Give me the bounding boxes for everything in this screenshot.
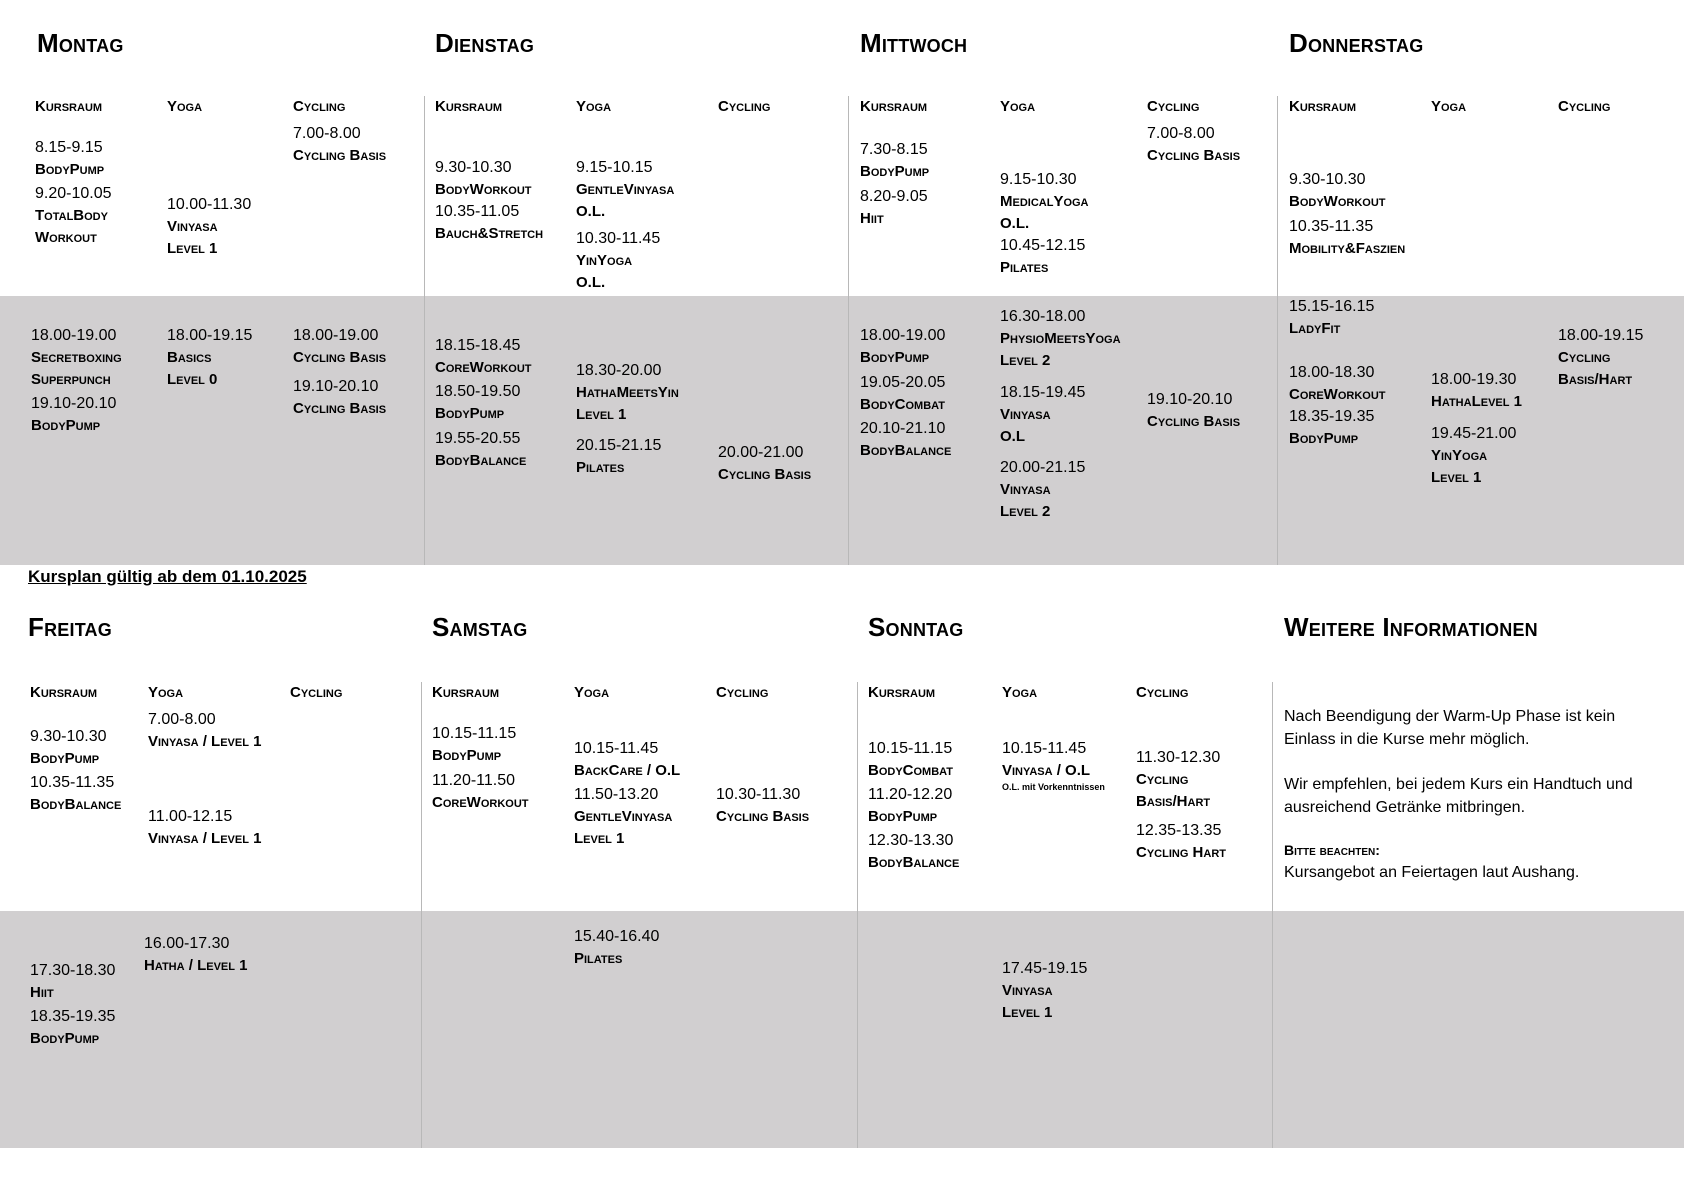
class-name: CoreWorkout bbox=[1289, 386, 1386, 403]
class-entry bbox=[432, 770, 562, 814]
info-note-label: Bitte beachten: bbox=[1284, 842, 1380, 858]
day-heading-sonntag: Sonntag bbox=[868, 612, 964, 642]
class-entry bbox=[293, 123, 423, 167]
class-name: Mobility&Faszien bbox=[1289, 240, 1406, 257]
class-entry bbox=[167, 194, 297, 260]
col-header-kursraum: Kursraum bbox=[435, 98, 503, 115]
class-name: Cycling Basis bbox=[1147, 147, 1241, 164]
class-name: BodyPump bbox=[435, 405, 505, 422]
class-entry bbox=[1002, 738, 1132, 793]
class-time: 16.30-18.00 bbox=[1000, 308, 1086, 325]
class-time: 10.35-11.35 bbox=[30, 774, 115, 791]
col-header-yoga: Yoga bbox=[576, 98, 612, 115]
class-time: 9.30-10.30 bbox=[30, 728, 107, 745]
class-entry bbox=[576, 157, 706, 223]
class-entry bbox=[1558, 325, 1673, 391]
class-entry bbox=[30, 960, 160, 1004]
class-name: BodyPump bbox=[432, 747, 502, 764]
class-entry bbox=[574, 738, 704, 782]
class-name: BodyCombat bbox=[860, 396, 946, 413]
class-time: 10.30-11.45 bbox=[576, 230, 661, 247]
class-name: GentleVinyasa Level 1 bbox=[574, 808, 673, 847]
heading-weitere-informationen: Weitere Informationen bbox=[1284, 612, 1538, 642]
class-name: BodyWorkout bbox=[1289, 193, 1386, 210]
class-entry bbox=[1000, 306, 1145, 372]
divider bbox=[1272, 682, 1273, 1148]
info-holiday-text: Kursangebot an Feiertagen laut Aushang. bbox=[1284, 864, 1580, 881]
class-name: BodyCombat bbox=[868, 762, 954, 779]
class-name: BodyPump bbox=[35, 161, 105, 178]
class-name: BodyBalance bbox=[30, 796, 122, 813]
class-entry bbox=[868, 738, 998, 782]
col-header-cycling: Cycling bbox=[290, 684, 343, 701]
class-name: Secretboxing Superpunch bbox=[31, 349, 122, 388]
class-name: Cycling Basis bbox=[718, 466, 812, 483]
class-name: YinYoga Level 1 bbox=[1431, 447, 1488, 486]
class-entry bbox=[35, 137, 165, 181]
class-name: HathaMeetsYin Level 1 bbox=[576, 384, 679, 423]
class-time: 8.20-9.05 bbox=[860, 188, 928, 205]
day-heading-donnerstag: Donnerstag bbox=[1289, 28, 1424, 58]
class-entry bbox=[30, 1006, 160, 1050]
class-name: Vinyasa Level 1 bbox=[1002, 982, 1053, 1021]
col-header-cycling: Cycling bbox=[1558, 98, 1611, 115]
class-time: 18.00-19.15 bbox=[1558, 327, 1644, 344]
class-time: 18.35-19.35 bbox=[30, 1008, 116, 1025]
col-header-yoga: Yoga bbox=[1000, 98, 1036, 115]
class-time: 10.15-11.45 bbox=[1002, 740, 1087, 757]
class-entry bbox=[860, 372, 990, 416]
col-header-kursraum: Kursraum bbox=[35, 98, 103, 115]
class-entry bbox=[167, 325, 297, 391]
class-name: PhysioMeetsYoga Level 2 bbox=[1000, 330, 1121, 369]
class-name: BodyPump bbox=[860, 349, 930, 366]
class-entry bbox=[435, 157, 565, 201]
class-time: 16.00-17.30 bbox=[144, 935, 230, 952]
class-name: Pilates bbox=[1000, 259, 1049, 276]
day-heading-freitag: Freitag bbox=[28, 612, 112, 642]
class-time: 11.30-12.30 bbox=[1136, 749, 1221, 766]
class-entry bbox=[435, 201, 565, 245]
col-header-kursraum: Kursraum bbox=[868, 684, 936, 701]
class-entry bbox=[435, 381, 565, 425]
class-entry bbox=[1431, 423, 1561, 489]
class-time: 9.15-10.15 bbox=[576, 159, 653, 176]
col-header-kursraum: Kursraum bbox=[860, 98, 928, 115]
class-name: BodyBalance bbox=[435, 452, 527, 469]
class-name: BackCare / O.L bbox=[574, 762, 681, 779]
class-name: Vinyasa Level 2 bbox=[1000, 481, 1051, 520]
divider bbox=[424, 96, 425, 565]
class-time: 8.15-9.15 bbox=[35, 139, 103, 156]
class-time: 7.00-8.00 bbox=[1147, 125, 1215, 142]
col-header-yoga: Yoga bbox=[167, 98, 203, 115]
class-name: Vinyasa Level 1 bbox=[167, 218, 218, 257]
class-entry bbox=[718, 442, 848, 486]
class-time: 19.10-20.10 bbox=[1147, 391, 1233, 408]
class-time: 9.30-10.30 bbox=[1289, 171, 1366, 188]
class-time: 20.00-21.15 bbox=[1000, 459, 1086, 476]
class-name: Cycling Basis bbox=[293, 400, 387, 417]
col-header-yoga: Yoga bbox=[1002, 684, 1038, 701]
class-name: BodyPump bbox=[31, 417, 101, 434]
class-time: 18.30-20.00 bbox=[576, 362, 662, 379]
class-entry bbox=[1002, 958, 1132, 1024]
class-name: CoreWorkout bbox=[435, 359, 532, 376]
col-header-cycling: Cycling bbox=[1147, 98, 1200, 115]
class-time: 10.00-11.30 bbox=[167, 196, 252, 213]
class-time: 10.45-12.15 bbox=[1000, 237, 1086, 254]
class-time: 18.35-19.35 bbox=[1289, 408, 1375, 425]
class-name: BodyPump bbox=[30, 750, 100, 767]
col-header-kursraum: Kursraum bbox=[30, 684, 98, 701]
col-header-yoga: Yoga bbox=[574, 684, 610, 701]
class-time: 7.30-8.15 bbox=[860, 141, 928, 158]
class-entry bbox=[144, 933, 284, 977]
divider bbox=[1277, 96, 1278, 565]
class-time: 12.30-13.30 bbox=[868, 832, 954, 849]
class-entry bbox=[432, 723, 562, 767]
class-name: BodyBalance bbox=[868, 854, 960, 871]
class-time: 19.05-20.05 bbox=[860, 374, 946, 391]
class-time: 10.35-11.35 bbox=[1289, 218, 1374, 235]
divider bbox=[421, 682, 422, 1148]
class-time: 11.20-11.50 bbox=[432, 772, 516, 789]
class-name: BodyPump bbox=[30, 1030, 100, 1047]
class-name: Basics Level 0 bbox=[167, 349, 218, 388]
class-name: Cycling Basis/Hart bbox=[1558, 349, 1633, 388]
class-time: 19.10-20.10 bbox=[31, 395, 117, 412]
class-entry bbox=[35, 183, 165, 249]
class-entry bbox=[435, 335, 565, 379]
class-time: 19.55-20.55 bbox=[435, 430, 521, 447]
col-header-yoga: Yoga bbox=[1431, 98, 1467, 115]
class-name: Cycling Basis/Hart bbox=[1136, 771, 1211, 810]
class-name: Vinyasa / O.L bbox=[1002, 762, 1091, 779]
class-name: HathaLevel 1 bbox=[1431, 393, 1522, 410]
class-entry bbox=[1136, 747, 1266, 813]
class-time: 15.15-16.15 bbox=[1289, 298, 1375, 315]
class-name: Cycling Hart bbox=[1136, 844, 1226, 861]
class-time: 18.00-19.30 bbox=[1431, 371, 1517, 388]
class-entry bbox=[293, 325, 423, 369]
class-name: Bauch&Stretch bbox=[435, 225, 544, 242]
class-name: BodyBalance bbox=[860, 442, 952, 459]
class-time: 20.00-21.00 bbox=[718, 444, 804, 461]
class-name: Cycling Basis bbox=[293, 147, 387, 164]
class-name: Pilates bbox=[576, 459, 625, 476]
day-heading-montag: Montag bbox=[37, 28, 124, 58]
class-entry bbox=[31, 325, 161, 391]
divider bbox=[848, 96, 849, 565]
class-time: 7.00-8.00 bbox=[148, 711, 216, 728]
class-time: 11.50-13.20 bbox=[574, 786, 659, 803]
class-name: BodyWorkout bbox=[435, 181, 532, 198]
col-header-cycling: Cycling bbox=[1136, 684, 1189, 701]
class-entry bbox=[860, 418, 990, 462]
class-time: 9.15-10.30 bbox=[1000, 171, 1077, 188]
class-entry bbox=[716, 784, 846, 828]
class-time: 10.30-11.30 bbox=[716, 786, 801, 803]
class-time: 20.10-21.10 bbox=[860, 420, 946, 437]
class-time: 10.15-11.15 bbox=[432, 725, 517, 742]
class-name: Hiit bbox=[860, 210, 884, 227]
class-time: 18.15-19.45 bbox=[1000, 384, 1086, 401]
class-name: GentleVinyasa O.L. bbox=[576, 181, 675, 220]
class-entry bbox=[860, 139, 990, 183]
class-note: O.L. mit Vorkenntnissen bbox=[1002, 782, 1105, 792]
class-entry bbox=[1289, 362, 1419, 406]
class-entry bbox=[1000, 235, 1130, 279]
class-time: 18.00-19.00 bbox=[860, 327, 946, 344]
class-name: Cycling Basis bbox=[1147, 413, 1241, 430]
class-entry bbox=[1289, 406, 1419, 450]
class-time: 17.45-19.15 bbox=[1002, 960, 1088, 977]
class-name: Pilates bbox=[574, 950, 623, 967]
valid-from-note: Kursplan gültig ab dem 01.10.2025 bbox=[28, 567, 307, 586]
class-entry bbox=[576, 228, 706, 294]
class-name: BodyPump bbox=[868, 808, 938, 825]
col-header-cycling: Cycling bbox=[716, 684, 769, 701]
day-heading-samstag: Samstag bbox=[432, 612, 528, 642]
class-time: 19.45-21.00 bbox=[1431, 425, 1517, 442]
class-name: Cycling Basis bbox=[293, 349, 387, 366]
col-header-cycling: Cycling bbox=[293, 98, 346, 115]
class-time: 18.00-19.15 bbox=[167, 327, 253, 344]
col-header-kursraum: Kursraum bbox=[432, 684, 500, 701]
class-time: 20.15-21.15 bbox=[576, 437, 662, 454]
class-name: CoreWorkout bbox=[432, 794, 529, 811]
class-entry bbox=[31, 393, 161, 437]
class-entry bbox=[30, 726, 160, 770]
class-name: LadyFit bbox=[1289, 320, 1341, 337]
class-time: 11.00-12.15 bbox=[148, 808, 233, 825]
class-entry bbox=[576, 360, 706, 426]
class-name: TotalBody Workout bbox=[35, 207, 108, 246]
class-entry bbox=[1136, 820, 1266, 864]
class-name: Vinyasa / Level 1 bbox=[148, 830, 262, 847]
class-name: MedicalYoga O.L. bbox=[1000, 193, 1089, 232]
day-heading-mittwoch: Mittwoch bbox=[860, 28, 968, 58]
class-time: 15.40-16.40 bbox=[574, 928, 660, 945]
class-entry bbox=[1000, 169, 1130, 235]
class-time: 10.15-11.45 bbox=[574, 740, 659, 757]
class-entry bbox=[868, 830, 998, 874]
info-towel-text: Wir empfehlen, bei jedem Kurs ein Handtuch und ausreichend Getränke mitbringen. bbox=[1284, 776, 1633, 816]
class-entry bbox=[293, 376, 423, 420]
class-time: 18.00-19.00 bbox=[31, 327, 117, 344]
class-name: Vinyasa O.L bbox=[1000, 406, 1051, 445]
class-time: 18.00-18.30 bbox=[1289, 364, 1375, 381]
class-time: 7.00-8.00 bbox=[293, 125, 361, 142]
class-entry bbox=[148, 709, 288, 753]
class-name: Hiit bbox=[30, 984, 54, 1001]
class-entry bbox=[1431, 369, 1561, 413]
class-time: 10.35-11.05 bbox=[435, 203, 520, 220]
class-name: Hatha / Level 1 bbox=[144, 957, 248, 974]
class-entry bbox=[574, 784, 704, 850]
class-entry bbox=[1000, 457, 1130, 523]
class-time: 19.10-20.10 bbox=[293, 378, 379, 395]
class-entry bbox=[1289, 216, 1429, 260]
class-entry bbox=[574, 926, 704, 970]
class-entry bbox=[30, 772, 160, 816]
class-entry bbox=[860, 186, 990, 230]
class-entry bbox=[1289, 296, 1419, 340]
class-time: 18.00-19.00 bbox=[293, 327, 379, 344]
class-entry bbox=[1289, 169, 1419, 213]
class-name: YinYoga O.L. bbox=[576, 252, 633, 291]
col-header-yoga: Yoga bbox=[148, 684, 184, 701]
class-time: 9.20-10.05 bbox=[35, 185, 112, 202]
class-time: 10.15-11.15 bbox=[868, 740, 953, 757]
class-entry bbox=[868, 784, 998, 828]
day-heading-dienstag: Dienstag bbox=[435, 28, 535, 58]
col-header-kursraum: Kursraum bbox=[1289, 98, 1357, 115]
class-entry bbox=[435, 428, 565, 472]
class-entry bbox=[1147, 123, 1277, 167]
class-entry bbox=[860, 325, 990, 369]
class-name: Cycling Basis bbox=[716, 808, 810, 825]
divider bbox=[857, 682, 858, 1148]
class-name: Vinyasa / Level 1 bbox=[148, 733, 262, 750]
class-name: BodyPump bbox=[860, 163, 930, 180]
class-time: 18.15-18.45 bbox=[435, 337, 521, 354]
class-time: 11.20-12.20 bbox=[868, 786, 953, 803]
class-entry bbox=[148, 806, 288, 850]
class-time: 12.35-13.35 bbox=[1136, 822, 1222, 839]
class-entry bbox=[1147, 389, 1277, 433]
class-entry bbox=[576, 435, 706, 479]
col-header-cycling: Cycling bbox=[718, 98, 771, 115]
class-time: 9.30-10.30 bbox=[435, 159, 512, 176]
class-name: BodyPump bbox=[1289, 430, 1359, 447]
class-time: 18.50-19.50 bbox=[435, 383, 521, 400]
class-entry bbox=[1000, 382, 1130, 448]
class-time: 17.30-18.30 bbox=[30, 962, 116, 979]
info-warmup-text: Nach Beendigung der Warm-Up Phase ist kein Einlass in die Kurse mehr möglich. bbox=[1284, 708, 1616, 748]
